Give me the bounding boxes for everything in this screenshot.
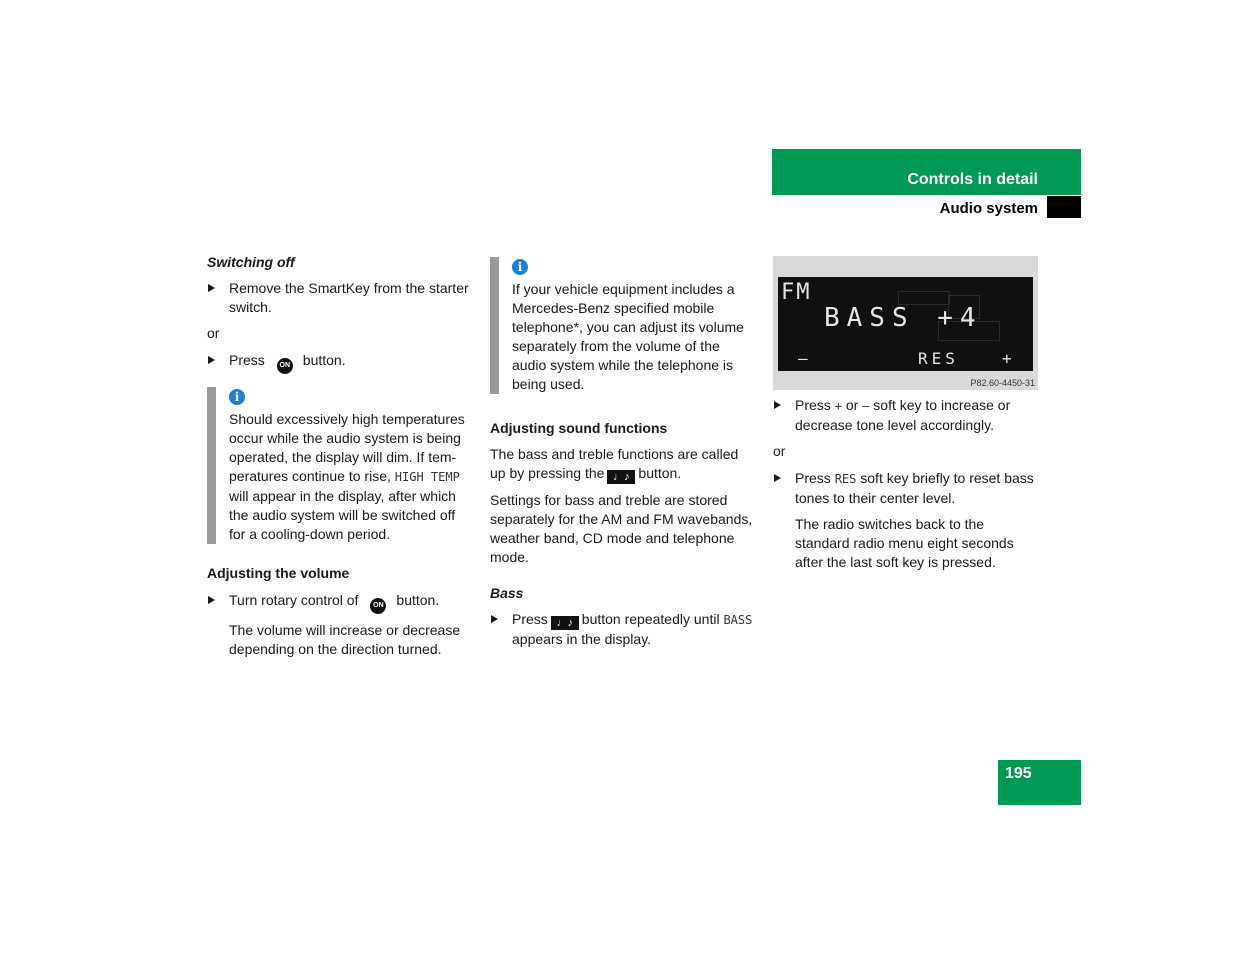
header-tab-marker [1047,196,1081,218]
softkey-plus: + [1002,349,1012,368]
list-item [207,591,472,614]
on-button-icon: ON [370,598,386,614]
info-note [490,257,755,394]
info-note [207,387,472,544]
list-item [207,351,472,374]
list-item [207,279,472,317]
page-number-box [998,760,1081,805]
list-item-text: button. [396,592,440,608]
bullet-arrow-icon [208,596,215,604]
figure-reference: P82.60-4450-31 [970,378,1035,388]
settings-text: Settings for bass and treble are stored separately for the AM and FM wavebands, weather band, CD mode and telephone mode. [490,492,753,565]
display-code: RES [834,472,857,486]
list-item-text: Turn rotary control of [229,592,359,608]
list-item: Press + or – soft key to increase or decrease tone level accordingly. [773,396,1038,435]
bass-heading: Bass [490,585,524,601]
display-code: BASS [723,613,753,627]
column-right [773,256,1038,572]
list-item-text: Press [229,352,265,368]
on-button-icon: ON [277,358,293,374]
softkey-res: RES [918,349,959,368]
bullet-arrow-icon [491,615,498,623]
info-text: If your vehicle equipment includes a Mercedes-Benz specified mobile telephone*, you can adjust its volume separately from the volume of the audio system while the telephone is being used. [512,281,744,392]
section-title: Controls in detail [907,171,1038,188]
subsection-title: Audio system [939,200,1038,217]
info-text: Should excessively high temperatures occur while the audio system is being operated, the display will dim. If tem-peratures continue to rise, HIGH TEMP will appear in the display, after which the audio system will be switched off for a cooling-down period. [229,411,465,542]
info-bar [207,387,216,544]
page-number: 195 [1005,765,1032,782]
column-middle [490,257,755,649]
music-note-icon: ♩♪ [607,470,635,484]
bullet-arrow-icon [208,284,215,292]
list-item-text: button. [302,352,346,368]
display-code: HIGH TEMP [394,470,460,484]
or-text: or [207,325,220,341]
list-item: Press RES soft key briefly to reset bass tones to their center level. [773,469,1038,508]
sound-functions-heading: Adjusting sound functions [490,420,668,436]
bullet-arrow-icon [208,356,215,364]
column-left [207,252,472,659]
bullet-arrow-icon [774,401,781,409]
lcd-main-text: BASS +4 [824,303,983,333]
info-bar [490,257,499,394]
softkey-minus: – [798,349,808,368]
followup-text: The radio switches back to the standard radio menu eight seconds after the last soft key is pressed. [795,516,1014,570]
list-item-text: Remove the SmartKey from the starter switch. [229,280,469,315]
info-icon: i [512,259,528,275]
volume-heading: Adjusting the volume [207,565,350,581]
volume-text: The volume will increase or decrease depending on the direction turned. [229,622,461,657]
audio-display-figure [773,256,1038,390]
display-code: – [862,399,870,413]
sound-text: The bass and treble functions are called up by pressing the ♩♪ button. [490,446,739,483]
bullet-arrow-icon [774,474,781,482]
list-item: Press ♩♪ button repeatedly until BASS appears in the display. [490,610,755,649]
info-icon: i [229,389,245,405]
lcd-band: FM [781,280,812,305]
section-header [772,149,1081,195]
lcd-screen [778,277,1033,371]
or-text: or [773,443,786,459]
display-code: + [834,399,842,413]
music-note-icon: ♩♪ [551,616,579,630]
switching-off-heading: Switching off [207,254,295,270]
